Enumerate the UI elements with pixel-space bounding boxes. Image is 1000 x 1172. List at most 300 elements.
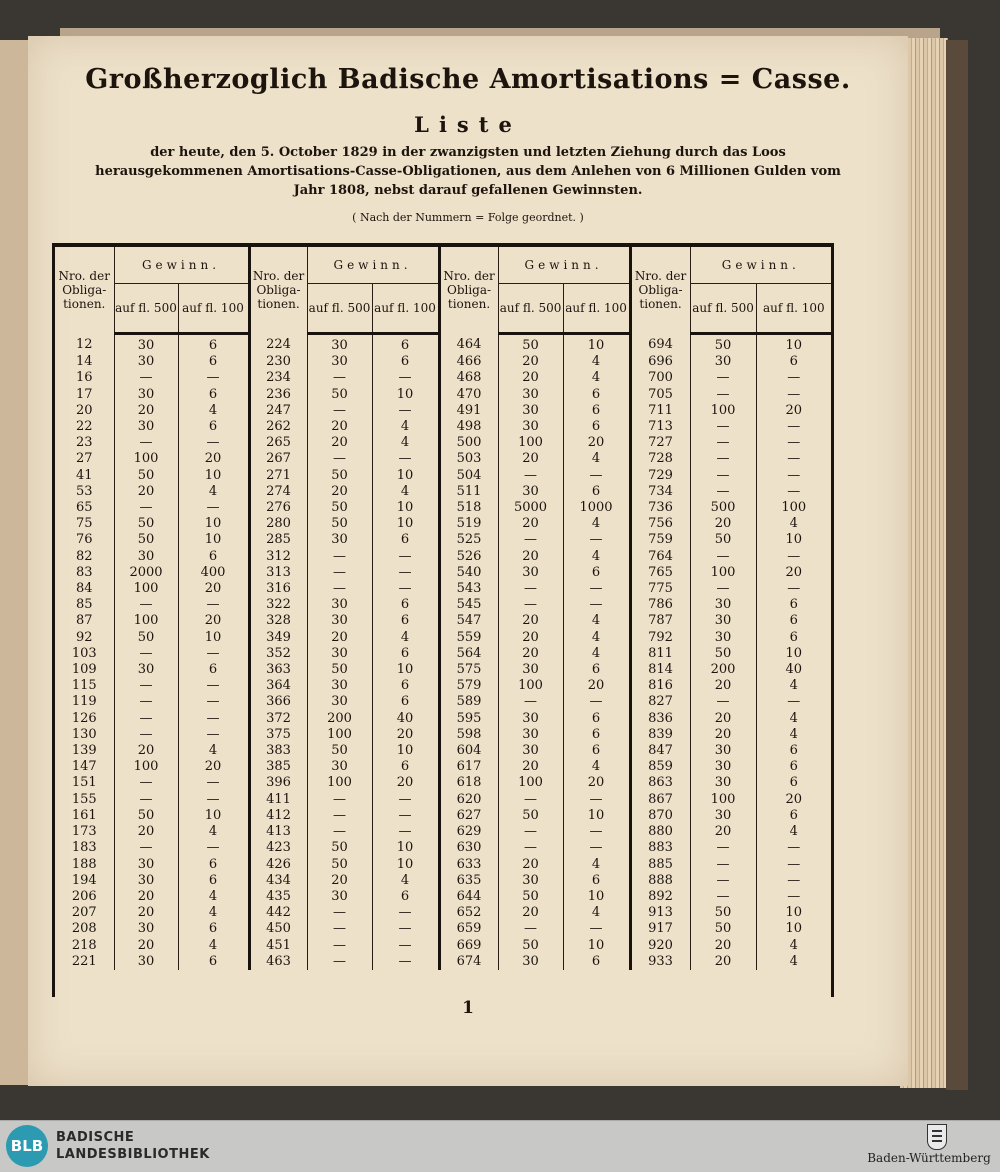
cell-gewinn-500: 30: [307, 334, 372, 355]
cell-gewinn-100: 20: [372, 775, 439, 791]
cell-gewinn-500: 20: [498, 354, 563, 370]
cell-nro: 652: [439, 905, 498, 921]
table-row: [55, 435, 831, 451]
header-auf-500: auf fl. 500: [307, 284, 372, 334]
page-description: der heute, den 5. October 1829 in der zwanzigsten und letzten Ziehung durch das Loos herausgekommenen Amortisations-Casse-Obligationen, aus dem Anlehen von 6 Millionen Gulden vom Jahr 1808, nebst darauf gefallenen Gewinnsten.: [95, 145, 841, 198]
cell-nro: 83: [55, 565, 114, 581]
cell-gewinn-100: —: [563, 532, 630, 548]
cell-gewinn-500: 20: [114, 824, 178, 840]
cell-gewinn-100: 4: [789, 953, 798, 969]
cell-nro: 511: [439, 484, 498, 500]
cell-gewinn-500: 30: [114, 387, 178, 403]
cell-gewinn-100: 4: [563, 646, 630, 662]
cell-nro: 466: [439, 354, 498, 370]
cell-nro: 859: [630, 759, 690, 775]
cell-gewinn-500: 20: [498, 516, 563, 532]
cell-nro: 412: [249, 808, 307, 824]
cell-nro: 109: [55, 662, 114, 678]
cell-nro: 230: [249, 354, 307, 370]
cell-gewinn-100: —: [372, 370, 439, 386]
cell-gewinn-500: 50: [114, 468, 178, 484]
cell-gewinn-100: —: [372, 451, 439, 467]
cell-gewinn-500: —: [690, 694, 756, 710]
cell-gewinn-500: 50: [690, 334, 756, 355]
cell-gewinn-100: 6: [178, 334, 249, 355]
cell-nro: 669: [439, 938, 498, 954]
cell-gewinn-500: —: [114, 646, 178, 662]
cell-gewinn-500: —: [498, 694, 563, 710]
cell-nro: 491: [439, 403, 498, 419]
cell-gewinn-100: 4: [789, 516, 798, 532]
cell-gewinn-100: —: [563, 921, 630, 937]
cell-gewinn-100: 6: [563, 662, 630, 678]
cell-nro: 863: [630, 775, 690, 791]
cell-gewinn-500: 20: [307, 630, 372, 646]
cell-gewinn-500: 30: [690, 613, 756, 629]
cell-gewinn-100: 6: [563, 403, 630, 419]
header-nro: Nro. der Obliga- tionen.: [249, 247, 307, 334]
cell-gewinn-500: —: [690, 468, 756, 484]
cell-nro: 816: [630, 678, 690, 694]
cell-gewinn-100: 20: [372, 727, 439, 743]
cell-gewinn-500: 30: [114, 549, 178, 565]
cell-nro: 313: [249, 565, 307, 581]
cell-gewinn-500: 20: [307, 484, 372, 500]
cell-gewinn-100: 6: [372, 334, 439, 355]
table-row: [55, 954, 831, 970]
cell-nro: 543: [439, 581, 498, 597]
cell-gewinn-100: —: [787, 483, 801, 499]
cell-gewinn-500: 100: [114, 759, 178, 775]
cell-nro: 349: [249, 630, 307, 646]
cell-gewinn-500: 30: [498, 419, 563, 435]
cell-gewinn-100: 6: [372, 759, 439, 775]
cell-nro: 870: [630, 808, 690, 824]
cell-nro: 729: [630, 468, 690, 484]
cell-gewinn-100: 4: [563, 354, 630, 370]
cell-gewinn-100: —: [178, 840, 249, 856]
cell-gewinn-500: 30: [690, 630, 756, 646]
cell-nro: 764: [630, 549, 690, 565]
cell-gewinn-500: 100: [307, 775, 372, 791]
cell-gewinn-500: 50: [690, 532, 756, 548]
cell-nro: 280: [249, 516, 307, 532]
cell-nro: 920: [630, 938, 690, 954]
cell-nro: 728: [630, 451, 690, 467]
cell-nro: 451: [249, 938, 307, 954]
table-row: [55, 857, 831, 873]
cell-gewinn-500: 200: [307, 711, 372, 727]
cell-gewinn-100: 10: [178, 808, 249, 824]
cell-nro: 604: [439, 743, 498, 759]
cell-gewinn-500: 30: [114, 873, 178, 889]
header-nro: Nro. der Obliga- tionen.: [439, 247, 498, 334]
cell-nro: 87: [55, 613, 114, 629]
cell-nro: 115: [55, 678, 114, 694]
cell-nro: 498: [439, 419, 498, 435]
cell-nro: 411: [249, 792, 307, 808]
cell-nro: 559: [439, 630, 498, 646]
cell-nro: 119: [55, 694, 114, 710]
cell-gewinn-100: 6: [789, 807, 798, 823]
table-row: [55, 678, 831, 694]
cell-gewinn-500: —: [307, 808, 372, 824]
cell-nro: 617: [439, 759, 498, 775]
cell-gewinn-100: 4: [372, 484, 439, 500]
cell-nro: 364: [249, 678, 307, 694]
table-row: [55, 403, 831, 419]
cell-gewinn-100: 4: [563, 613, 630, 629]
cell-gewinn-100: —: [787, 419, 801, 435]
cell-gewinn-500: 20: [114, 403, 178, 419]
cell-gewinn-100: 10: [178, 516, 249, 532]
cell-nro: 633: [439, 857, 498, 873]
table-row: [55, 873, 831, 889]
cell-gewinn-500: 30: [307, 532, 372, 548]
cell-gewinn-500: 100: [114, 581, 178, 597]
cell-gewinn-500: 30: [498, 711, 563, 727]
cell-gewinn-500: 20: [114, 889, 178, 905]
cell-gewinn-100: 6: [563, 711, 630, 727]
cell-nro: 525: [439, 532, 498, 548]
table-row: [55, 889, 831, 905]
cell-gewinn-100: —: [372, 921, 439, 937]
cell-gewinn-500: 20: [498, 905, 563, 921]
cell-gewinn-500: 20: [690, 727, 756, 743]
cell-gewinn-100: 6: [372, 532, 439, 548]
cell-nro: 75: [55, 516, 114, 532]
cell-gewinn-100: 6: [372, 597, 439, 613]
cell-gewinn-500: 30: [114, 921, 178, 937]
cell-nro: 540: [439, 565, 498, 581]
cell-gewinn-100: —: [787, 872, 801, 888]
cell-gewinn-500: 50: [114, 516, 178, 532]
cell-gewinn-500: 30: [498, 387, 563, 403]
table-row: [55, 500, 831, 516]
table-row: [55, 921, 831, 937]
cell-gewinn-100: 10: [178, 630, 249, 646]
cell-gewinn-100: —: [563, 824, 630, 840]
cell-gewinn-500: 20: [498, 549, 563, 565]
cell-gewinn-500: —: [114, 694, 178, 710]
cell-nro: 933: [630, 954, 690, 970]
cell-gewinn-500: 2000: [114, 565, 178, 581]
cell-nro: 126: [55, 711, 114, 727]
table-row: [55, 743, 831, 759]
cell-gewinn-500: —: [690, 370, 756, 386]
cell-gewinn-100: —: [178, 727, 249, 743]
cell-nro: 674: [439, 954, 498, 970]
table-row: [55, 840, 831, 856]
cell-gewinn-500: 30: [690, 597, 756, 613]
cell-gewinn-100: 6: [563, 743, 630, 759]
cell-gewinn-100: 10: [563, 334, 630, 355]
cell-gewinn-500: —: [307, 549, 372, 565]
cell-nro: 547: [439, 613, 498, 629]
cell-gewinn-500: 30: [114, 954, 178, 970]
cell-gewinn-100: 6: [789, 743, 798, 759]
header-auf-100: auf fl. 100: [563, 284, 630, 334]
cell-gewinn-100: 6: [789, 613, 798, 629]
cell-gewinn-100: —: [787, 888, 801, 904]
cell-gewinn-100: 6: [372, 646, 439, 662]
cell-nro: 775: [630, 581, 690, 597]
cell-gewinn-100: 10: [372, 840, 439, 856]
cell-nro: 247: [249, 403, 307, 419]
table-row: [55, 630, 831, 646]
cell-gewinn-100: 4: [563, 549, 630, 565]
header-auf-100: auf fl. 100: [372, 284, 439, 334]
cell-nro: 727: [630, 435, 690, 451]
cell-nro: 713: [630, 419, 690, 435]
cell-gewinn-100: 400: [178, 565, 249, 581]
cell-gewinn-100: —: [563, 840, 630, 856]
cell-nro: 564: [439, 646, 498, 662]
cell-gewinn-100: —: [178, 646, 249, 662]
cell-nro: 20: [55, 403, 114, 419]
cell-gewinn-100: 6: [372, 889, 439, 905]
cell-gewinn-100: 6: [372, 354, 439, 370]
left-page-edge: [0, 40, 31, 1085]
table-row: [55, 597, 831, 613]
cell-gewinn-500: —: [114, 792, 178, 808]
cell-nro: 173: [55, 824, 114, 840]
cell-gewinn-100: 6: [563, 484, 630, 500]
cell-gewinn-100: 4: [178, 905, 249, 921]
table-row: [55, 419, 831, 435]
cell-gewinn-500: —: [690, 435, 756, 451]
cell-gewinn-500: 100: [498, 775, 563, 791]
cell-nro: 734: [630, 484, 690, 500]
cell-nro: 913: [630, 905, 690, 921]
cell-nro: 234: [249, 370, 307, 386]
table-row: [55, 451, 831, 467]
cell-gewinn-100: —: [372, 581, 439, 597]
cell-gewinn-100: —: [178, 694, 249, 710]
cell-gewinn-100: 10: [785, 532, 803, 548]
cell-nro: 811: [630, 646, 690, 662]
cell-gewinn-100: 20: [563, 678, 630, 694]
cell-gewinn-500: 50: [307, 516, 372, 532]
cell-gewinn-100: 10: [563, 808, 630, 824]
cell-gewinn-500: 30: [114, 334, 178, 355]
cell-gewinn-100: —: [372, 954, 439, 970]
cell-gewinn-100: —: [372, 549, 439, 565]
cell-gewinn-500: 50: [307, 662, 372, 678]
cell-nro: 644: [439, 889, 498, 905]
table-row: [55, 938, 831, 954]
cell-gewinn-500: —: [690, 889, 756, 905]
cell-nro: 892: [630, 889, 690, 905]
table-row: [55, 775, 831, 791]
cell-nro: 14: [55, 354, 114, 370]
cell-gewinn-100: —: [787, 840, 801, 856]
cell-gewinn-500: —: [498, 921, 563, 937]
cell-nro: 65: [55, 500, 114, 516]
cell-nro: 363: [249, 662, 307, 678]
cell-gewinn-100: 4: [178, 743, 249, 759]
cell-gewinn-100: —: [178, 500, 249, 516]
table-row: [55, 905, 831, 921]
cell-gewinn-500: 100: [114, 451, 178, 467]
cell-gewinn-100: —: [178, 435, 249, 451]
cell-gewinn-500: 50: [498, 938, 563, 954]
cell-gewinn-100: —: [372, 824, 439, 840]
cell-nro: 450: [249, 921, 307, 937]
cell-gewinn-100: —: [178, 678, 249, 694]
cell-gewinn-100: 10: [563, 889, 630, 905]
cell-nro: 207: [55, 905, 114, 921]
cell-gewinn-100: 6: [563, 954, 630, 970]
cell-gewinn-500: 20: [114, 743, 178, 759]
cell-gewinn-500: 20: [690, 938, 756, 954]
cell-gewinn-500: 30: [498, 743, 563, 759]
coat-of-arms-icon: [927, 1124, 947, 1150]
header-auf-500: auf fl. 500: [114, 284, 178, 334]
cell-gewinn-500: —: [690, 857, 756, 873]
cell-nro: 366: [249, 694, 307, 710]
cell-nro: 759: [630, 532, 690, 548]
cell-gewinn-100: 10: [372, 387, 439, 403]
cell-nro: 519: [439, 516, 498, 532]
cell-gewinn-500: 50: [307, 857, 372, 873]
cell-gewinn-100: —: [372, 565, 439, 581]
cell-nro: 285: [249, 532, 307, 548]
blb-logo[interactable]: BLB: [6, 1125, 48, 1167]
cell-gewinn-500: —: [114, 370, 178, 386]
cell-gewinn-500: —: [307, 921, 372, 937]
cell-nro: 396: [249, 775, 307, 791]
cell-nro: 183: [55, 840, 114, 856]
cell-gewinn-100: 20: [563, 775, 630, 791]
cell-nro: 221: [55, 954, 114, 970]
cell-gewinn-500: 30: [498, 873, 563, 889]
cell-gewinn-500: 30: [498, 403, 563, 419]
cell-nro: 504: [439, 468, 498, 484]
cell-nro: 880: [630, 824, 690, 840]
page-title: Großherzoglich Badische Amortisations = Casse.: [85, 64, 851, 95]
cell-gewinn-100: 6: [178, 857, 249, 873]
cell-nro: 206: [55, 889, 114, 905]
cell-gewinn-100: 6: [178, 387, 249, 403]
cell-nro: 468: [439, 370, 498, 386]
cell-gewinn-100: 20: [178, 613, 249, 629]
table-row: [55, 808, 831, 824]
header-nro: Nro. der Obliga- tionen.: [55, 247, 114, 334]
cell-gewinn-500: 30: [690, 743, 756, 759]
cell-gewinn-100: —: [178, 711, 249, 727]
cell-gewinn-500: 30: [498, 727, 563, 743]
cell-gewinn-500: —: [498, 581, 563, 597]
obligations-table: [55, 247, 831, 970]
cell-gewinn-100: —: [372, 792, 439, 808]
cell-gewinn-100: 4: [178, 938, 249, 954]
cell-gewinn-500: 20: [498, 759, 563, 775]
cell-gewinn-100: 6: [789, 597, 798, 613]
cell-nro: 130: [55, 727, 114, 743]
cell-gewinn-500: —: [690, 840, 756, 856]
cell-gewinn-100: 4: [563, 451, 630, 467]
cell-gewinn-500: 50: [498, 808, 563, 824]
library-name-line2: LANDESBIBLIOTHEK: [56, 1147, 210, 1162]
header-gewinn: Gewinn.: [307, 247, 439, 284]
table-body: [55, 334, 831, 970]
table-row: [55, 646, 831, 662]
table-row: [55, 484, 831, 500]
cell-gewinn-500: —: [307, 581, 372, 597]
cell-gewinn-100: 10: [372, 857, 439, 873]
cell-nro: 155: [55, 792, 114, 808]
cell-nro: 575: [439, 662, 498, 678]
cell-gewinn-100: 20: [785, 402, 803, 418]
cell-gewinn-100: —: [563, 581, 630, 597]
cell-gewinn-500: 30: [690, 354, 756, 370]
cell-nro: 786: [630, 597, 690, 613]
cell-nro: 274: [249, 484, 307, 500]
header-auf-100: auf fl. 100: [756, 284, 831, 334]
cell-nro: 814: [630, 662, 690, 678]
cell-nro: 208: [55, 921, 114, 937]
cell-nro: 385: [249, 759, 307, 775]
cell-nro: 435: [249, 889, 307, 905]
cell-gewinn-100: 20: [178, 759, 249, 775]
cell-gewinn-500: 50: [307, 840, 372, 856]
cell-nro: 630: [439, 840, 498, 856]
cell-gewinn-100: 6: [178, 662, 249, 678]
cell-nro: 792: [630, 630, 690, 646]
cell-gewinn-100: 4: [563, 759, 630, 775]
cell-gewinn-500: 20: [114, 484, 178, 500]
cell-nro: 151: [55, 775, 114, 791]
cell-gewinn-500: —: [114, 500, 178, 516]
cell-nro: 188: [55, 857, 114, 873]
cell-gewinn-500: —: [114, 597, 178, 613]
cell-gewinn-100: 100: [781, 500, 807, 516]
cell-gewinn-500: 30: [114, 354, 178, 370]
cell-nro: 423: [249, 840, 307, 856]
cell-gewinn-100: —: [372, 938, 439, 954]
cell-gewinn-100: 6: [563, 387, 630, 403]
table-row: [55, 334, 831, 355]
cell-gewinn-500: 50: [114, 532, 178, 548]
cell-gewinn-100: 10: [785, 905, 803, 921]
cell-nro: 218: [55, 938, 114, 954]
cell-nro: 27: [55, 451, 114, 467]
cell-gewinn-500: —: [690, 549, 756, 565]
header-auf-100: auf fl. 100: [178, 284, 249, 334]
cell-gewinn-100: 6: [372, 678, 439, 694]
table-row: [55, 727, 831, 743]
cell-nro: 885: [630, 857, 690, 873]
cell-nro: 41: [55, 468, 114, 484]
cell-gewinn-100: 10: [785, 338, 803, 353]
cell-nro: 375: [249, 727, 307, 743]
cell-gewinn-500: 20: [690, 516, 756, 532]
cell-gewinn-500: 50: [307, 500, 372, 516]
cell-gewinn-500: —: [498, 468, 563, 484]
cell-nro: 53: [55, 484, 114, 500]
cell-gewinn-100: 4: [372, 630, 439, 646]
cell-gewinn-100: 6: [563, 873, 630, 889]
cell-nro: 518: [439, 500, 498, 516]
cell-nro: 847: [630, 743, 690, 759]
cell-gewinn-500: —: [114, 727, 178, 743]
cell-nro: 84: [55, 581, 114, 597]
cell-nro: 629: [439, 824, 498, 840]
cell-gewinn-100: 10: [372, 516, 439, 532]
cell-nro: 787: [630, 613, 690, 629]
cell-gewinn-500: 20: [498, 646, 563, 662]
